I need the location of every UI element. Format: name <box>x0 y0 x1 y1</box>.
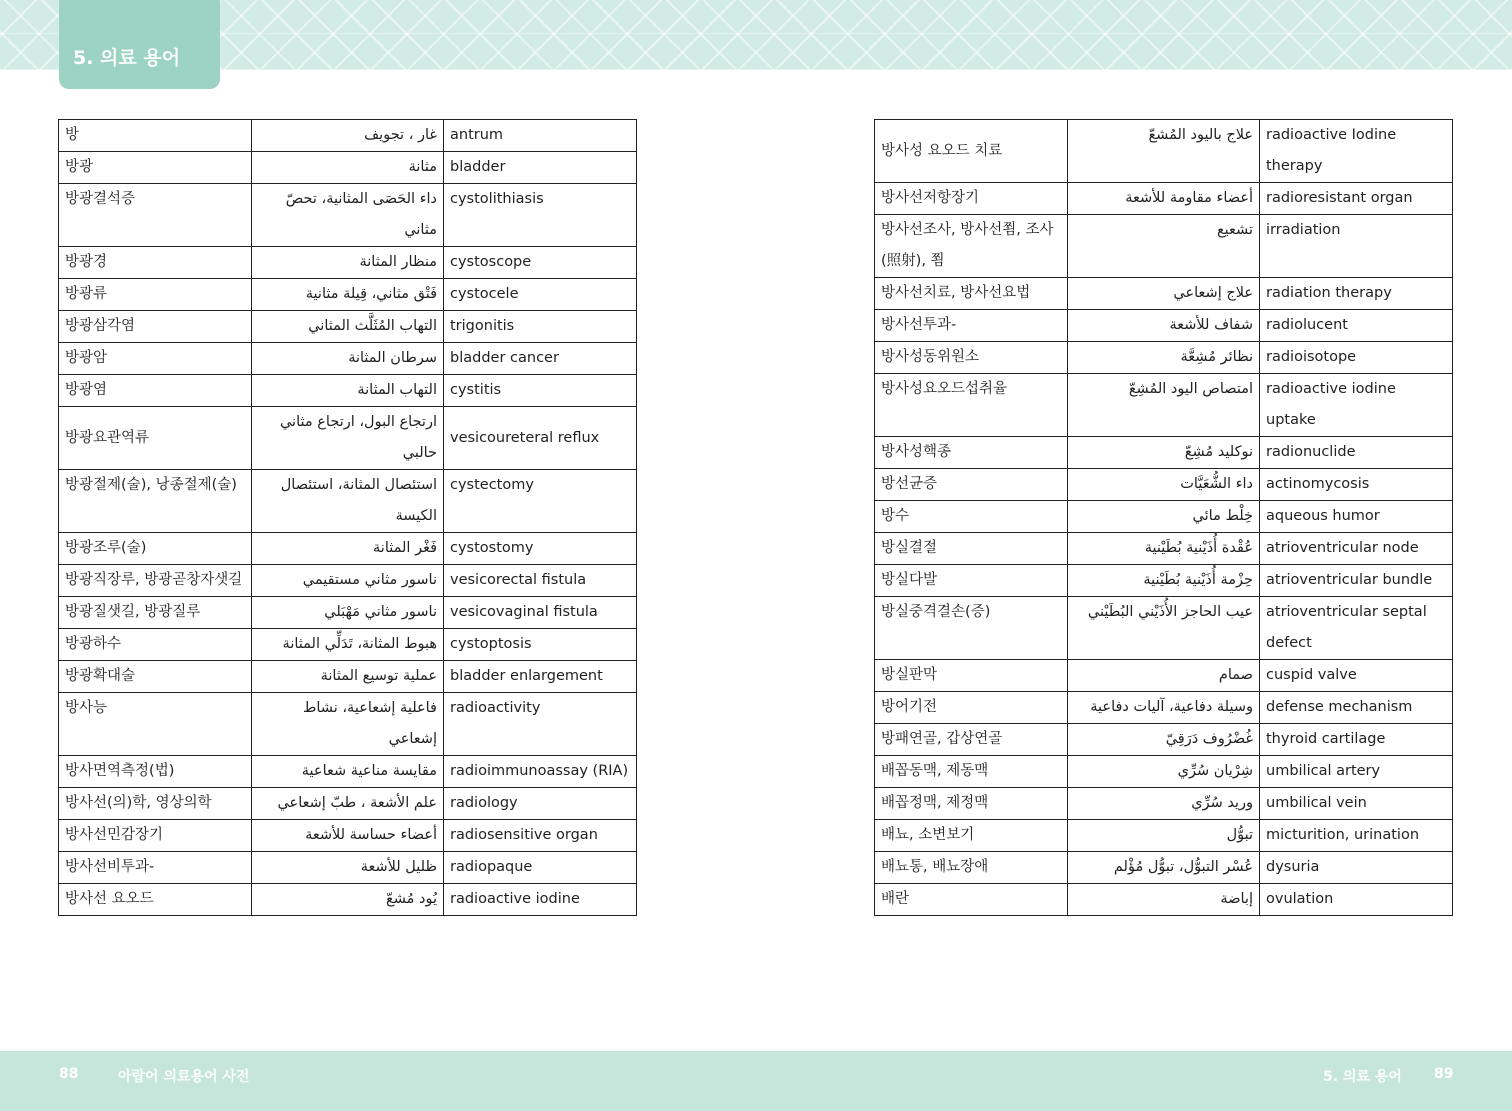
arabic-term: ناسور مثاني مَهْبَلي <box>252 597 444 629</box>
korean-term: 방광직장루, 방광곧창자샛길 <box>59 565 252 597</box>
arabic-term: مقايسة مناعية شعاعية <box>252 756 444 788</box>
table-row <box>875 533 1453 565</box>
english-term: radioimmunoassay (RIA) <box>444 756 637 788</box>
glossary-table-right <box>874 119 1453 916</box>
glossary-table-left <box>58 119 637 916</box>
arabic-term: حِزْمة أُذَيْنية بُطَيْنية <box>1068 565 1260 597</box>
table-row <box>875 660 1453 692</box>
arabic-term: ظليل للأشعة <box>252 852 444 884</box>
table-row <box>875 692 1453 724</box>
left-book-title: 아랍어 의료용어 사전 <box>118 1069 250 1085</box>
table-row <box>59 533 637 565</box>
korean-term: 방사성동위원소 <box>875 342 1068 374</box>
english-term: radionuclide <box>1260 437 1453 469</box>
korean-term: 방광경 <box>59 247 252 279</box>
table-row <box>875 788 1453 820</box>
arabic-term: عُقْدة أُذَيْنية بُطَيْنية <box>1068 533 1260 565</box>
arabic-term: ناسور مثاني مستقيمي <box>252 565 444 597</box>
table-row <box>875 852 1453 884</box>
table-row <box>59 661 637 693</box>
arabic-term: عيب الحاجز الأُذَيْني البُطَيْني <box>1068 597 1260 660</box>
english-term: cystolithiasis <box>444 184 637 247</box>
table-row <box>875 437 1453 469</box>
korean-term: 배뇨통, 배뇨장애 <box>875 852 1068 884</box>
right-chapter-title: 5. 의료 용어 <box>1323 1069 1402 1085</box>
korean-term: 방실중격결손(증) <box>875 597 1068 660</box>
korean-term: 배꼽동맥, 제동맥 <box>875 756 1068 788</box>
korean-term: 방광염 <box>59 375 252 407</box>
table-row <box>59 375 637 407</box>
table-row <box>59 311 637 343</box>
arabic-term: عملية توسيع المثانة <box>252 661 444 693</box>
korean-term: 방수 <box>875 501 1068 533</box>
english-term: radioresistant organ <box>1260 183 1453 215</box>
arabic-term: فَغْر المثانة <box>252 533 444 565</box>
arabic-term: يُود مُشعّ <box>252 884 444 916</box>
arabic-term: إباضة <box>1068 884 1260 916</box>
english-term: cystectomy <box>444 470 637 533</box>
table-row <box>59 756 637 788</box>
korean-term: 방사선투과- <box>875 310 1068 342</box>
table-row <box>59 629 637 661</box>
korean-term: 방광확대술 <box>59 661 252 693</box>
english-term: radioactive iodine uptake <box>1260 374 1453 437</box>
korean-term: 방사면역측정(법) <box>59 756 252 788</box>
arabic-term: خِلْط مائي <box>1068 501 1260 533</box>
english-term: thyroid cartilage <box>1260 724 1453 756</box>
arabic-term: التهاب المُثَلَّث المثاني <box>252 311 444 343</box>
english-term: atrioventricular node <box>1260 533 1453 565</box>
english-term: trigonitis <box>444 311 637 343</box>
arabic-term: فَتْق مثاني، قِيلة مثانية <box>252 279 444 311</box>
english-term: radiology <box>444 788 637 820</box>
english-term: radioisotope <box>1260 342 1453 374</box>
arabic-term: غار ، تجويف <box>252 120 444 152</box>
arabic-term: غُضْرُوف دَرَقِيّ <box>1068 724 1260 756</box>
korean-term: 방사선(의)학, 영상의학 <box>59 788 252 820</box>
korean-term: 방패연골, 갑상연골 <box>875 724 1068 756</box>
korean-term: 배란 <box>875 884 1068 916</box>
english-term: umbilical artery <box>1260 756 1453 788</box>
english-term: cystitis <box>444 375 637 407</box>
korean-term: 방 <box>59 120 252 152</box>
arabic-term: هبوط المثانة، تَدَلِّي المثانة <box>252 629 444 661</box>
arabic-term: علم الأشعة ، طبّ إشعاعي <box>252 788 444 820</box>
table-row <box>59 247 637 279</box>
table-row <box>59 470 637 533</box>
korean-term: 방실결절 <box>875 533 1068 565</box>
table-row <box>875 469 1453 501</box>
korean-term: 방광암 <box>59 343 252 375</box>
english-term: cystoscope <box>444 247 637 279</box>
english-term: radioactivity <box>444 693 637 756</box>
arabic-term: شِرْيان سُرِّي <box>1068 756 1260 788</box>
table-row <box>875 501 1453 533</box>
header-pattern-band <box>0 0 1512 70</box>
arabic-term: أعضاء حساسة للأشعة <box>252 820 444 852</box>
english-term: atrioventricular septal defect <box>1260 597 1453 660</box>
table-row <box>59 407 637 470</box>
arabic-term: تبوُّل <box>1068 820 1260 852</box>
korean-term: 방광하수 <box>59 629 252 661</box>
arabic-term: داء الحَصَى المثانية، تحصّ مثاني <box>252 184 444 247</box>
chapter-title: 5. 의료 용어 <box>73 47 181 69</box>
arabic-term: منظار المثانة <box>252 247 444 279</box>
english-term: radiation therapy <box>1260 278 1453 310</box>
table-row <box>875 884 1453 916</box>
korean-term: 방어기전 <box>875 692 1068 724</box>
english-term: radiosensitive organ <box>444 820 637 852</box>
korean-term: 방광조루(술) <box>59 533 252 565</box>
korean-term: 방사성 요오드 치료 <box>875 120 1068 183</box>
english-term: vesicoureteral reflux <box>444 407 637 470</box>
arabic-term: وسيلة دفاعية، آليات دفاعية <box>1068 692 1260 724</box>
english-term: bladder <box>444 152 637 184</box>
table-row <box>875 724 1453 756</box>
arabic-term: علاج إشعاعي <box>1068 278 1260 310</box>
table-row <box>875 278 1453 310</box>
english-term: radioactive Iodine therapy <box>1260 120 1453 183</box>
arabic-term: علاج باليود المُشعّ <box>1068 120 1260 183</box>
korean-term: 방실다발 <box>875 565 1068 597</box>
arabic-term: شفاف للأشعة <box>1068 310 1260 342</box>
arabic-term: داء الشُّعَيَّات <box>1068 469 1260 501</box>
english-term: micturition, urination <box>1260 820 1453 852</box>
english-term: cystostomy <box>444 533 637 565</box>
table-row <box>875 120 1453 183</box>
english-term: umbilical vein <box>1260 788 1453 820</box>
korean-term: 방사성핵종 <box>875 437 1068 469</box>
english-term: bladder enlargement <box>444 661 637 693</box>
korean-term: 배뇨, 소변보기 <box>875 820 1068 852</box>
english-term: aqueous humor <box>1260 501 1453 533</box>
english-term: bladder cancer <box>444 343 637 375</box>
english-term: defense mechanism <box>1260 692 1453 724</box>
english-term: cystoptosis <box>444 629 637 661</box>
table-row <box>59 565 637 597</box>
korean-term: 방사능 <box>59 693 252 756</box>
table-row <box>875 597 1453 660</box>
table-row <box>875 183 1453 215</box>
korean-term: 방광 <box>59 152 252 184</box>
table-row <box>59 597 637 629</box>
korean-term: 방광질샛길, 방광질루 <box>59 597 252 629</box>
arabic-term: نوكليد مُشِعّ <box>1068 437 1260 469</box>
korean-term: 방선균증 <box>875 469 1068 501</box>
left-page-number: 88 <box>59 1066 79 1082</box>
korean-term: 방광결석증 <box>59 184 252 247</box>
table-row <box>59 884 637 916</box>
arabic-term: التهاب المثانة <box>252 375 444 407</box>
english-term: atrioventricular bundle <box>1260 565 1453 597</box>
korean-term: 방광요관역류 <box>59 407 252 470</box>
english-term: antrum <box>444 120 637 152</box>
english-term: radioactive iodine <box>444 884 637 916</box>
english-term: radiopaque <box>444 852 637 884</box>
arabic-term: عُسْر التبوُّل، تبوُّل مُؤْلم <box>1068 852 1260 884</box>
arabic-term: ارتجاع البول، ارتجاع مثاني حالبي <box>252 407 444 470</box>
table-row <box>59 343 637 375</box>
korean-term: 방사선 요오드 <box>59 884 252 916</box>
korean-term: 방사선치료, 방사선요법 <box>875 278 1068 310</box>
english-term: irradiation <box>1260 215 1453 278</box>
korean-term: 배꼽정맥, 제정맥 <box>875 788 1068 820</box>
arabic-term: فاعلية إشعاعية، نشاط إشعاعي <box>252 693 444 756</box>
arabic-term: امتصاص اليود المُشِعّ <box>1068 374 1260 437</box>
table-row <box>59 852 637 884</box>
korean-term: 방광삼각염 <box>59 311 252 343</box>
arabic-term: مثانة <box>252 152 444 184</box>
table-row <box>875 756 1453 788</box>
english-term: cuspid valve <box>1260 660 1453 692</box>
english-term: radiolucent <box>1260 310 1453 342</box>
korean-term: 방사선조사, 방사선쬠, 조사(照射), 쬠 <box>875 215 1068 278</box>
arabic-term: نظائر مُشِعَّة <box>1068 342 1260 374</box>
english-term: dysuria <box>1260 852 1453 884</box>
korean-term: 방사선민감장기 <box>59 820 252 852</box>
table-row <box>59 184 637 247</box>
korean-term: 방사선저항장기 <box>875 183 1068 215</box>
arabic-term: استئصال المثانة، استئصال الكيسة <box>252 470 444 533</box>
arabic-term: صمام <box>1068 660 1260 692</box>
arabic-term: تشعيع <box>1068 215 1260 278</box>
table-row <box>59 120 637 152</box>
korean-term: 방실판막 <box>875 660 1068 692</box>
english-term: vesicorectal fistula <box>444 565 637 597</box>
english-term: vesicovaginal fistula <box>444 597 637 629</box>
table-row <box>59 788 637 820</box>
korean-term: 방광류 <box>59 279 252 311</box>
table-row <box>875 215 1453 278</box>
korean-term: 방사선비투과- <box>59 852 252 884</box>
table-row <box>875 820 1453 852</box>
english-term: actinomycosis <box>1260 469 1453 501</box>
table-row <box>59 152 637 184</box>
table-row <box>875 310 1453 342</box>
table-row <box>59 279 637 311</box>
table-row <box>875 565 1453 597</box>
arabic-term: وريد سُرِّي <box>1068 788 1260 820</box>
table-row <box>875 342 1453 374</box>
arabic-term: سرطان المثانة <box>252 343 444 375</box>
english-term: ovulation <box>1260 884 1453 916</box>
table-row <box>875 374 1453 437</box>
korean-term: 방광절제(술), 낭종절제(술) <box>59 470 252 533</box>
right-page-number: 89 <box>1434 1066 1454 1082</box>
english-term: cystocele <box>444 279 637 311</box>
table-row <box>59 693 637 756</box>
table-row <box>59 820 637 852</box>
chapter-tab <box>59 0 220 89</box>
arabic-term: أعضاء مقاومة للأشعة <box>1068 183 1260 215</box>
korean-term: 방사성요오드섭취율 <box>875 374 1068 437</box>
